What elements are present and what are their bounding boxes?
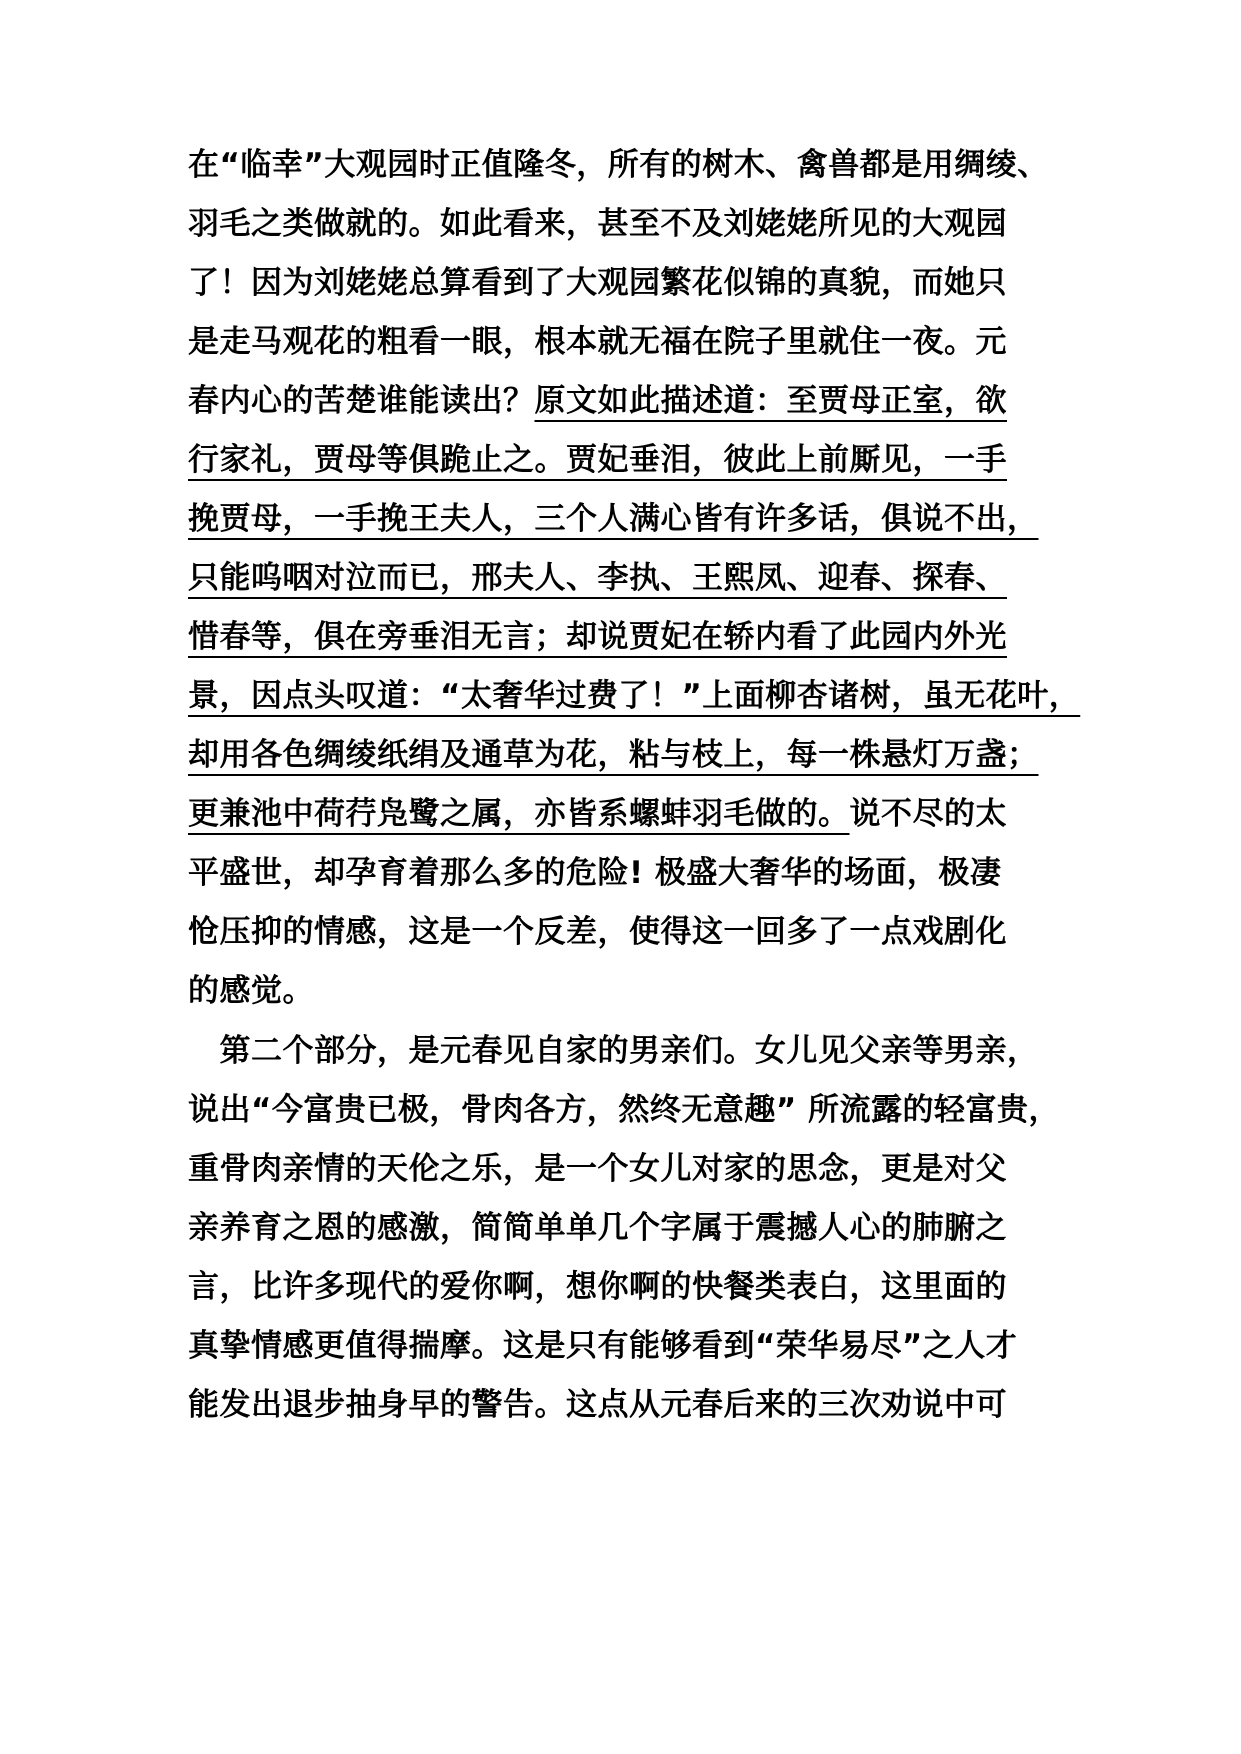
line-text: 平盛世，却孕育着那么多的危险! 极盛大奢华的场面，极凄 [188,855,1002,891]
text-line [188,733,1039,777]
text-line [188,261,1007,305]
text-line [188,851,1001,895]
text-line [188,1088,1060,1132]
underlined-text: 景，因点头叹道：“太奢华过费了！”上面柳杏诸树，虽无花叶， [188,678,1081,714]
underlined-text: 只能呜咽对泣而已，邢夫人、李执、王熙凤、迎春、探春、 [188,560,1007,596]
line-text: 言，比许多现代的爱你啊，想你啊的快餐类表白，这里面的 [188,1269,1007,1305]
text-line [188,1206,1007,1250]
text-line [188,1147,1007,1191]
underlined-text: 却用各色绸绫纸绢及通草为花，粘与枝上，每一株悬灯万盏； [188,737,1039,773]
text-line [188,202,1007,246]
text-line [188,1324,1017,1368]
text-line [188,615,1007,659]
text-line [188,674,1080,718]
line-text: 说出“今富贵已极，骨肉各方，然终无意趣” 所流露的轻富贵， [188,1092,1061,1128]
underlined-text: 行家礼，贾母等俱跪止之。贾妃垂泪，彼此上前厮见，一手 [188,442,1007,478]
text-line [188,910,1007,954]
line-text: 亲养育之恩的感激，简简单单几个字属于震撼人心的肺腑之 [188,1210,1007,1246]
line-text: 第二个部分，是元春见自家的男亲们。女儿见父亲等男亲， [188,1033,1039,1069]
text-line [188,379,1007,423]
line-text: 羽毛之类做就的。如此看来，甚至不及刘姥姥所见的大观园 [188,206,1007,242]
text-line [188,438,1007,482]
underlined-text: 挽贾母，一手挽王夫人，三个人满心皆有许多话，俱说不出， [188,501,1039,537]
line-text: 重骨肉亲情的天伦之乐，是一个女儿对家的思念，更是对父 [188,1151,1007,1187]
text-line [188,143,1049,187]
line-text: 了！因为刘姥姥总算看到了大观园繁花似锦的真貌，而她只 [188,265,1007,301]
text-line [188,556,1007,600]
line-text: 的感觉。 [188,973,314,1009]
text-line [188,320,1007,364]
text-line [188,792,1007,836]
underlined-text: 原文如此描述道：至贾母正室，欲 [534,383,1007,419]
line-text: 是走马观花的粗看一眼，根本就无福在院子里就住一夜。元 [188,324,1007,360]
line-text: 在“临幸”大观园时正值隆冬，所有的树木、禽兽都是用绸绫、 [188,147,1049,183]
text-line [188,497,1039,541]
text-line [188,1029,1039,1073]
line-text-tail: 说不尽的太 [849,796,1007,832]
line-text: 怆压抑的情感，这是一个反差，使得这一回多了一点戏剧化 [188,914,1007,950]
underlined-text: 更兼池中荷荇凫鹭之属，亦皆系螺蚌羽毛做的。 [188,796,850,832]
text-line [188,1383,1007,1427]
line-text: 春内心的苦楚谁能读出？ [188,383,535,419]
text-line [188,969,314,1013]
line-text: 能发出退步抽身早的警告。这点从元春后来的三次劝说中可 [188,1387,1007,1423]
underlined-text: 惜春等，俱在旁垂泪无言；却说贾妃在轿内看了此园内外光 [188,619,1007,655]
text-line [188,1265,1007,1309]
line-text: 真挚情感更值得揣摩。这是只有能够看到“荣华易尽”之人才 [188,1328,1018,1364]
